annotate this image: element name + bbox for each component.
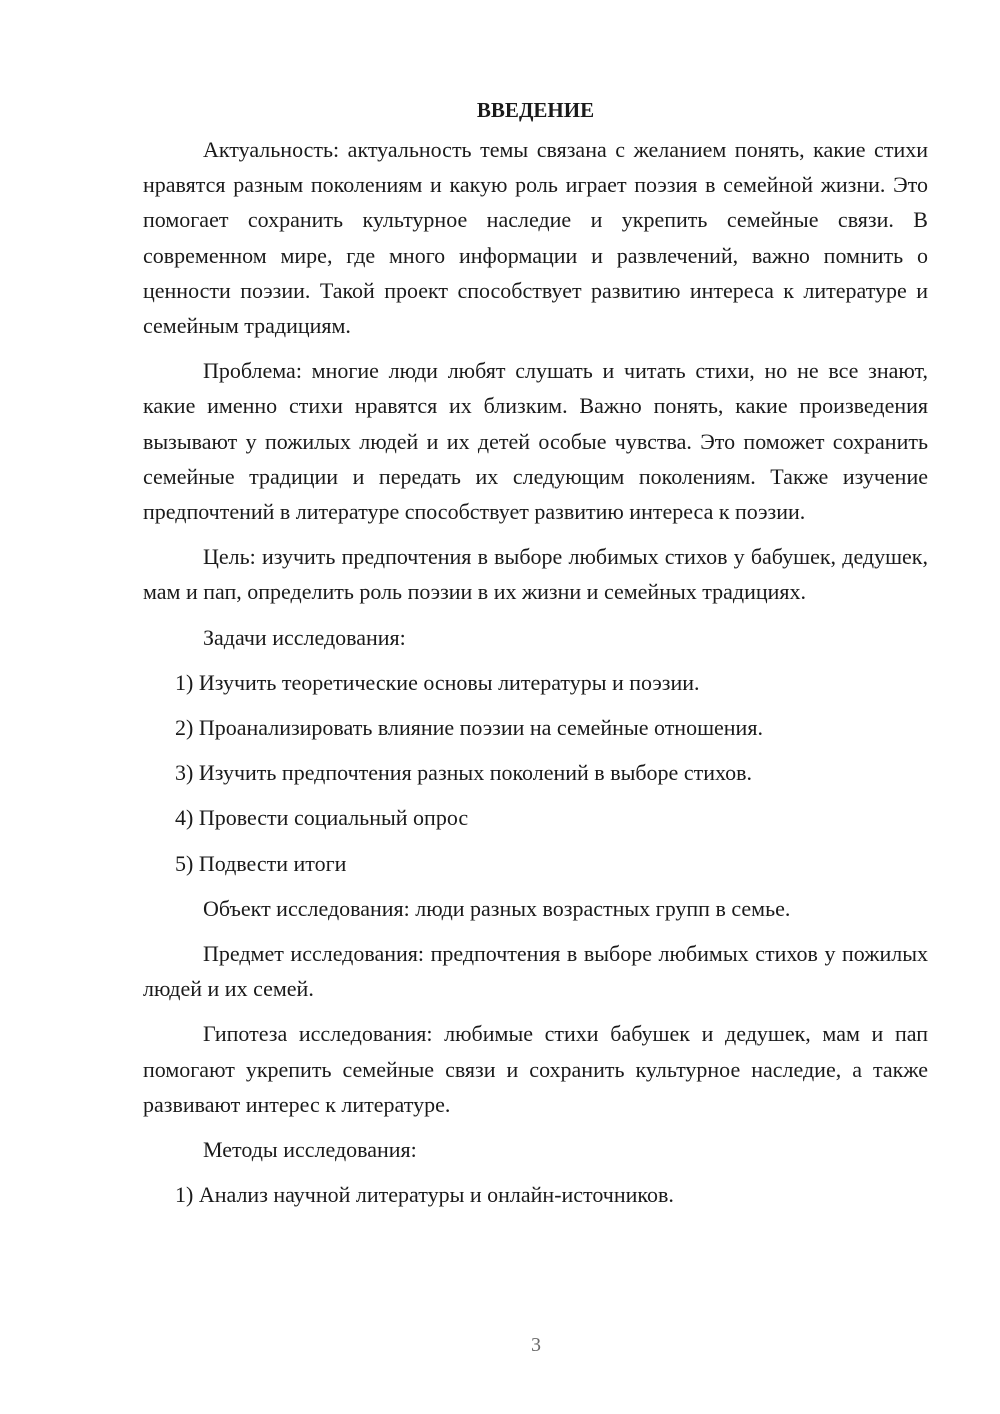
task-item-1: 1) Изучить теоретические основы литературы и поэзии. [175, 669, 700, 695]
page-title: ВВЕДЕНИЕ [476, 98, 595, 122]
methods-heading: Методы исследования: [203, 1137, 417, 1163]
tasks-heading: Задачи исследования: [203, 624, 406, 650]
hypothesis-paragraph: Гипотеза исследования: любимые стихи бабушек и дедушек, мам и пап помогают укрепить семейные связи и сохранить культурное наследие, а также развивают интерес к литературе. [143, 1021, 928, 1117]
task-item-5: 5) Подвести итоги [175, 850, 347, 876]
page-number: 3 [531, 1334, 541, 1356]
task-item-3: 3) Изучить предпочтения разных поколений в выборе стихов. [175, 760, 753, 786]
relevance-paragraph: Актуальность: актуальность темы связана с желанием понять, какие стихи нравятся разным поколениям и какую роль играет поэзия в семейной жизни. Это помогает сохранить культурное наследие и укрепить семейные связи. В современном мире, где много информации и развлечений, важно помнить о ценности поэзии. Такой проект способствует развитию интереса к литературе и семейным традициям. [143, 137, 928, 339]
document-page [143, 88, 928, 1212]
method-item-1: 1) Анализ научной литературы и онлайн-источников. [175, 1182, 674, 1208]
task-item-4: 4) Провести социальный опрос [175, 805, 469, 831]
problem-paragraph: Проблема: многие люди любят слушать и читать стихи, но не все знают, какие именно стихи нравятся их близким. Важно понять, какие произведения вызывают у пожилых людей и их детей особые чувства. Это поможет сохранить семейные традиции и передать их следующим поколениям. Также изучение предпочтений в литературе способствует развитию интереса к поэзии. [143, 358, 928, 525]
subject-paragraph: Предмет исследования: предпочтения в выборе любимых стихов у пожилых людей и их семей. [143, 941, 928, 1002]
goal-paragraph: Цель: изучить предпочтения в выборе любимых стихов у бабушек, дедушек, мам и пап, определить роль поэзии в их жизни и семейных традициях. [143, 544, 928, 605]
task-item-2: 2) Проанализировать влияние поэзии на семейные отношения. [175, 715, 763, 741]
object-paragraph: Объект исследования: люди разных возрастных групп в семье. [203, 895, 791, 921]
